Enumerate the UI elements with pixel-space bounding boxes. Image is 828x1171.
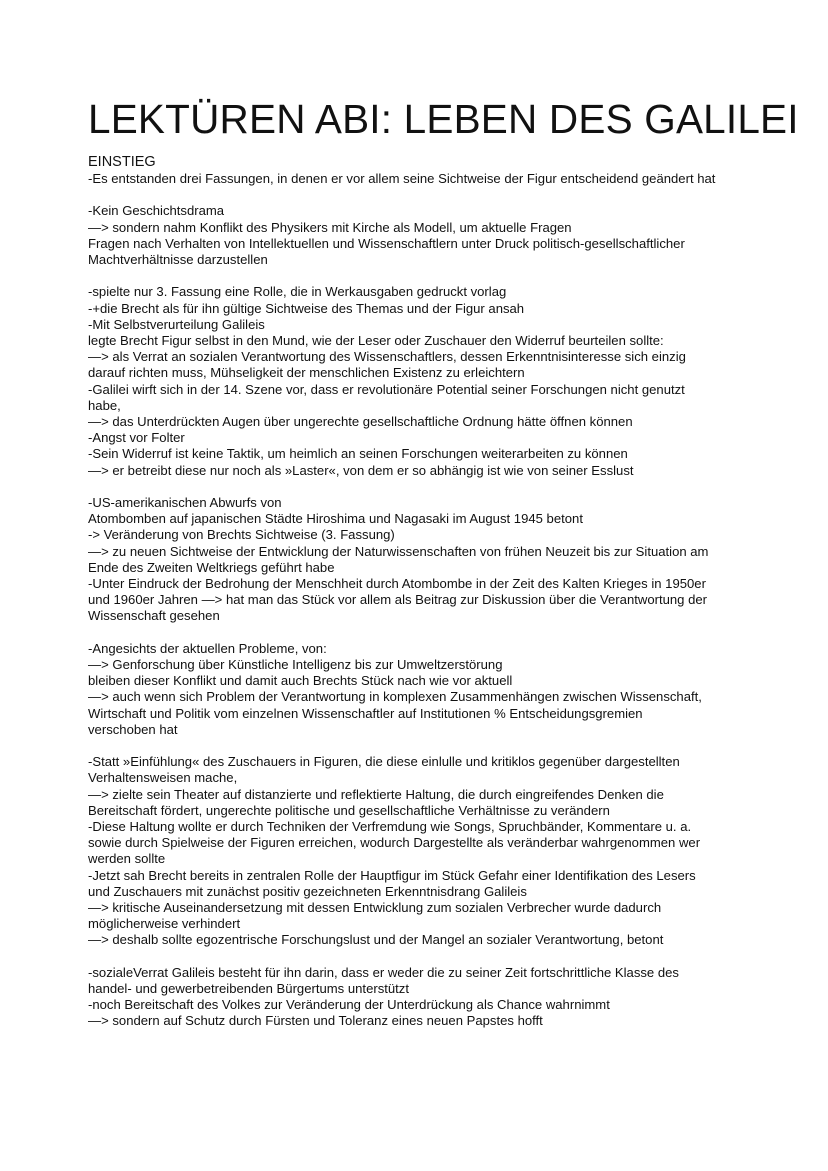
text-line: —> er betreibt diese nur noch als »Laster«, von dem er so abhängig ist wie von seiner Esslust	[88, 462, 634, 478]
text-line: —> kritische Auseinandersetzung mit dessen Entwicklung zum sozialen Verbrecher wurde dadurch	[88, 900, 662, 916]
text-line: -> Veränderung von Brechts Sichtweise (3. Fassung)	[88, 527, 395, 543]
text-line: Bereitschaft fördert, ungerechte politische und gesellschaftliche Verhältnisse zu verändern	[88, 802, 610, 818]
paragraph	[88, 284, 748, 478]
paragraph	[88, 641, 748, 738]
text-line: darauf richten muss, Mühseligkeit der menschlichen Existenz zu erleichtern	[88, 365, 525, 381]
text-line: Fragen nach Verhalten von Intellektuellen und Wissenschaftlern unter Druck politisch-gesellschaftlicher	[88, 235, 685, 251]
text-line: -Statt »Einfühlung« des Zuschauers in Figuren, die diese einlulle und kritiklos gegenüber dargestellten	[88, 754, 680, 770]
text-line: -Jetzt sah Brecht bereits in zentralen Rolle der Hauptfigur im Stück Gefahr einer Identifikation des Lesers	[88, 867, 696, 883]
paragraph-gap	[88, 187, 748, 203]
paragraph-gap	[88, 738, 748, 754]
text-line: und 1960er Jahren —> hat man das Stück vor allem als Beitrag zur Diskussion über die Verantwortung der	[88, 592, 708, 608]
paragraph	[88, 495, 748, 625]
text-line: -spielte nur 3. Fassung eine Rolle, die in Werkausgaben gedruckt vorlag	[88, 284, 507, 300]
paragraph	[88, 171, 748, 187]
paragraph-gap	[88, 949, 748, 965]
text-line: habe,	[88, 397, 121, 413]
text-line: -Kein Geschichtsdrama	[88, 203, 225, 219]
text-line: Atombomben auf japanischen Städte Hiroshima und Nagasaki im August 1945 betont	[88, 511, 583, 527]
text-line: Machtverhältnisse darzustellen	[88, 252, 268, 267]
text-line: -Es entstanden drei Fassungen, in denen er vor allem seine Sichtweise der Figur entscheidend geändert hat	[88, 171, 716, 186]
text-line: —> Genforschung über Künstliche Intelligenz bis zur Umweltzerstörung	[88, 657, 503, 673]
paragraph	[88, 203, 748, 268]
document-title: LEKTÜREN ABI: LEBEN DES GALILEI	[88, 96, 799, 142]
paragraph-gap	[88, 268, 748, 284]
text-line: sowie durch Spielweise der Figuren erreichen, wodurch Dargestellte als veränderbar wahrgenommen wer	[88, 835, 701, 851]
text-line: Wirtschaft und Politik vom einzelnen Wissenschaftler auf Institutionen % Entscheidungsgremien	[88, 705, 643, 721]
text-line: -Sein Widerruf ist keine Taktik, um heimlich an seinen Forschungen weiterarbeiten zu können	[88, 446, 628, 462]
paragraph	[88, 965, 748, 1030]
text-line: werden sollte	[88, 851, 166, 867]
document-body	[88, 154, 748, 1030]
text-line: möglicherweise verhindert	[88, 916, 241, 932]
text-line: —> das Unterdrückten Augen über ungerechte gesellschaftliche Ordnung hätte öffnen können	[88, 414, 633, 430]
text-line: Verhaltensweisen mache,	[88, 770, 238, 786]
paragraph-gap	[88, 625, 748, 641]
text-line: Ende des Zweiten Weltkriegs geführt habe	[88, 559, 335, 575]
text-line: -Mit Selbstverurteilung Galileis	[88, 316, 265, 332]
text-line: Wissenschaft gesehen	[88, 608, 220, 624]
text-line: —> sondern nahm Konflikt des Physikers mit Kirche als Modell, um aktuelle Fragen	[88, 219, 572, 235]
paragraph-gap	[88, 479, 748, 495]
text-line: —> zielte sein Theater auf distanzierte und reflektierte Haltung, die durch eingreifendes Denken die	[88, 786, 664, 802]
text-line: -Unter Eindruck der Bedrohung der Menschheit durch Atombombe in der Zeit des Kalten Krieges in 1950er	[88, 576, 706, 592]
text-line: —> deshalb sollte egozentrische Forschungslust und der Mangel an sozialer Verantwortung, betont	[88, 932, 664, 948]
text-line: —> zu neuen Sichtweise der Entwicklung der Naturwissenschaften von frühen Neuzeit bis zur Situation am	[88, 543, 709, 559]
text-line: legte Brecht Figur selbst in den Mund, wie der Leser oder Zuschauer den Widerruf beurteilen sollte:	[88, 333, 664, 348]
text-line: -Diese Haltung wollte er durch Techniken der Verfremdung wie Songs, Spruchbänder, Kommentare u. a.	[88, 819, 692, 835]
paragraph	[88, 754, 748, 948]
text-line: -sozialeVerrat Galileis besteht für ihn darin, dass er weder die zu seiner Zeit fortschrittliche Klasse des	[88, 964, 679, 980]
text-line: -US-amerikanischen Abwurfs von	[88, 495, 282, 511]
text-line: -Galilei wirft sich in der 14. Szene vor, dass er revolutionäre Potential seiner Forschungen nicht genutzt	[88, 381, 685, 397]
text-line: -+die Brecht als für ihn gültige Sichtweise des Themas und der Figur ansah	[88, 300, 525, 316]
text-line: und Zuschauers mit zunächst positiv gezeichneten Erkenntnisdrang Galileis	[88, 883, 527, 899]
text-line: —> auch wenn sich Problem der Verantwortung in komplexen Zusammenhängen zwischen Wissenschaft,	[88, 689, 702, 705]
text-line: verschoben hat	[88, 721, 178, 737]
text-line: —> als Verrat an sozialen Verantwortung des Wissenschaftlers, dessen Erkenntnisinteresse sich einzig	[88, 349, 686, 365]
section-heading: EINSTIEG	[88, 154, 156, 170]
text-line: -noch Bereitschaft des Volkes zur Veränderung der Unterdrückung als Chance wahrnimmt	[88, 997, 610, 1013]
text-line: —> sondern auf Schutz durch Fürsten und Toleranz eines neuen Papstes hofft	[88, 1013, 543, 1029]
text-line: handel- und gewerbetreibenden Bürgertums unterstützt	[88, 981, 409, 997]
text-line: -Angst vor Folter	[88, 430, 185, 446]
text-line: bleiben dieser Konflikt und damit auch Brechts Stück nach wie vor aktuell	[88, 673, 513, 689]
text-line: -Angesichts der aktuellen Probleme, von:	[88, 640, 327, 656]
